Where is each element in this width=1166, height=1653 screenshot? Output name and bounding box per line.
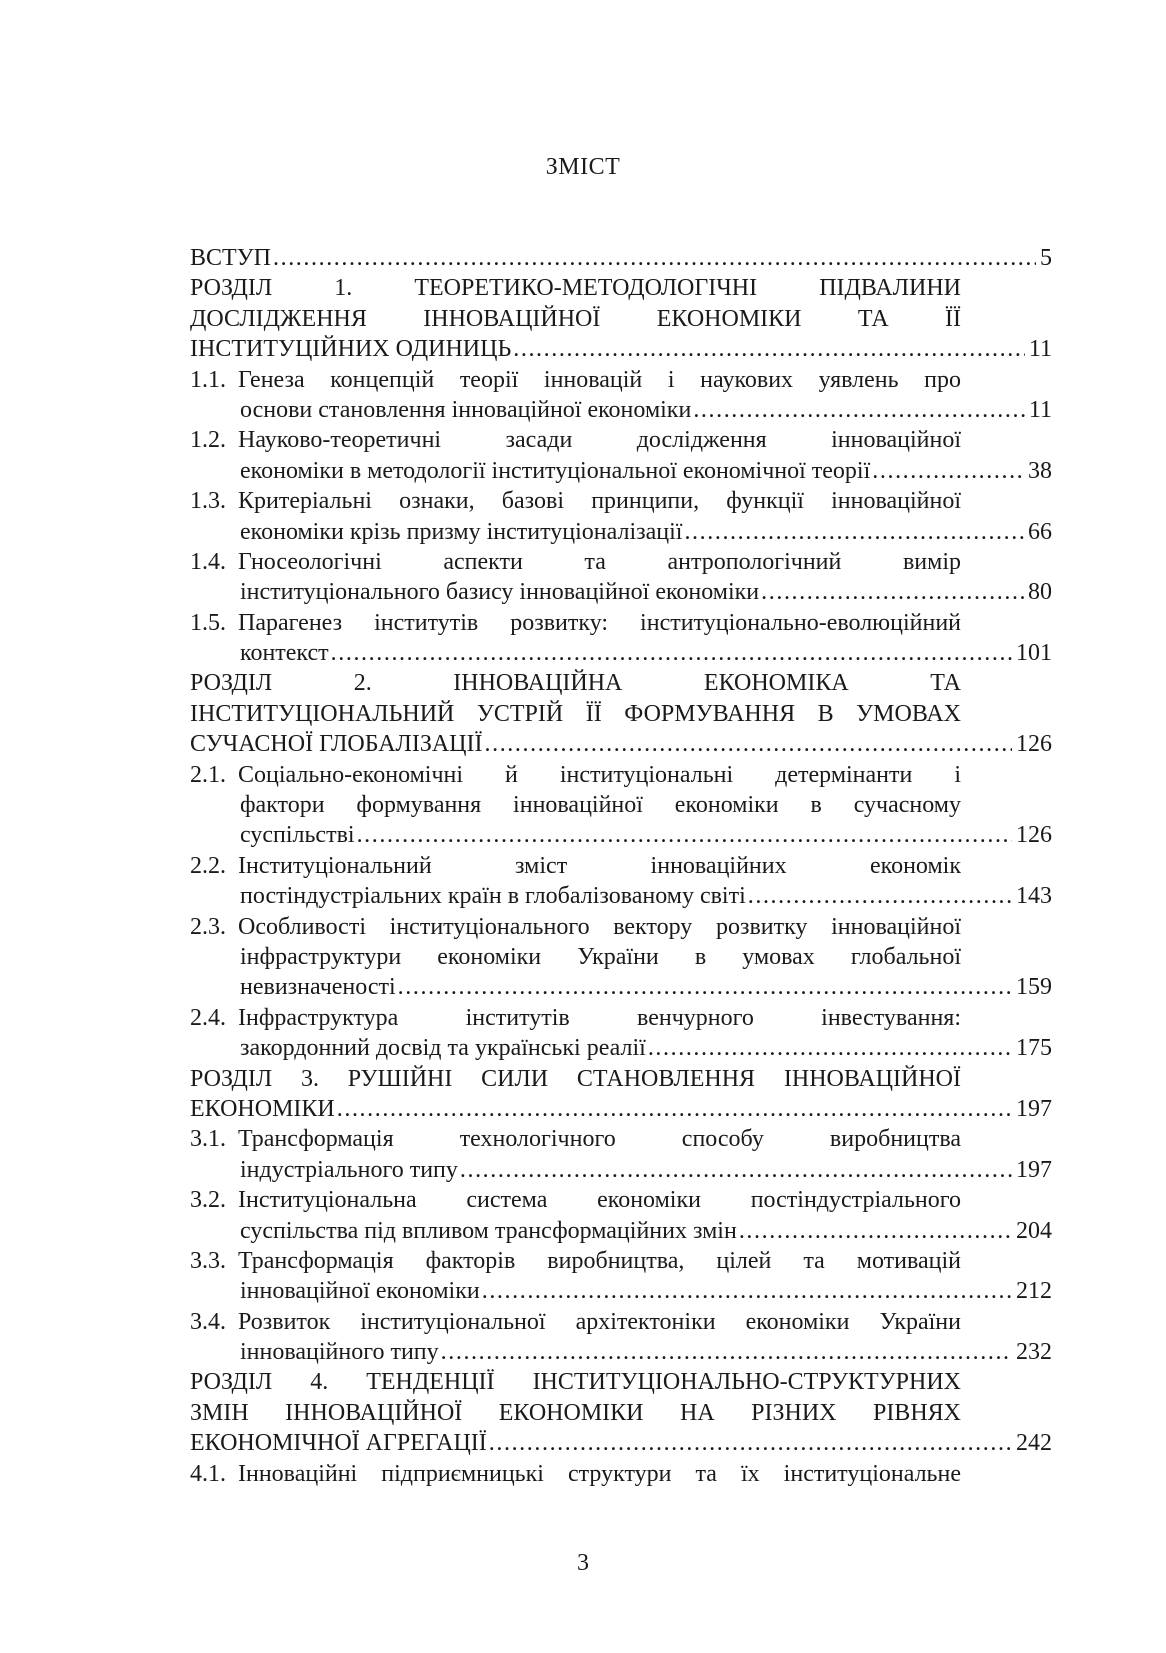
toc-section-number: 4.1.	[190, 1460, 226, 1487]
toc-dot-leader	[331, 638, 1012, 668]
toc-dot-leader	[684, 517, 1024, 547]
toc-section-entry	[190, 1003, 1052, 1064]
toc-dot-leader	[648, 1033, 1012, 1063]
toc-line	[190, 1216, 1052, 1246]
toc-entry-text: РОЗДІЛ 2. ІННОВАЦІЙНА ЕКОНОМІКА ТА	[190, 670, 961, 697]
toc-section-entry	[190, 425, 1052, 486]
toc-line	[190, 486, 961, 516]
toc-line	[190, 1185, 961, 1215]
toc-page-number: 101	[1016, 640, 1052, 667]
toc-section-number: 2.4.	[190, 1004, 226, 1031]
toc-section-entry	[190, 365, 1052, 426]
toc-line	[190, 912, 961, 942]
toc-page-number: 11	[1028, 396, 1052, 423]
toc-line	[190, 304, 961, 334]
toc-line	[190, 517, 1052, 547]
toc-dot-leader	[489, 1428, 1012, 1458]
toc-entry-text: ЕКОНОМІЧНОЇ АГРЕГАЦІЇ	[190, 1430, 487, 1457]
toc-section-number: 2.2.	[190, 852, 226, 879]
toc-line	[190, 425, 961, 455]
toc-entry-text: Генеза концепцій теорії інновацій і наукових уявлень про	[238, 366, 961, 393]
toc-entry-text: невизначеності	[240, 974, 396, 1001]
toc-dot-leader	[441, 1337, 1012, 1367]
toc-line	[190, 942, 961, 972]
toc-line	[190, 972, 1052, 1002]
toc-line	[190, 668, 961, 698]
toc-line	[190, 881, 1052, 911]
toc-dot-leader	[739, 1216, 1012, 1246]
toc-section-entry	[190, 1124, 1052, 1185]
toc-entry-text: РОЗДІЛ 3. РУШІЙНІ СИЛИ СТАНОВЛЕННЯ ІННОВАЦІЙНОЇ	[190, 1065, 961, 1092]
toc-entry-text: ІНСТИТУЦІОНАЛЬНИЙ УСТРІЙ ЇЇ ФОРМУВАННЯ В УМОВАХ	[190, 700, 961, 727]
toc-entry-text: Науково-теоретичні засади дослідження інноваційної	[238, 427, 961, 454]
toc-section-number: 1.4.	[190, 548, 226, 575]
toc-dot-leader	[748, 881, 1012, 911]
toc-entry-text: Інфраструктура інститутів венчурного інвестування:	[238, 1004, 961, 1031]
toc-entry-text: інноваційного типу	[240, 1339, 439, 1366]
toc-line	[190, 1246, 961, 1276]
toc-entry-text: основи становлення інноваційної економіки	[240, 396, 692, 423]
toc-entry-text: Парагенез інститутів розвитку: інституціонально-еволюційний	[238, 609, 961, 636]
toc-line	[190, 699, 961, 729]
toc-entry-text: інституціонального базису інноваційної економіки	[240, 579, 760, 606]
toc-line	[190, 1124, 961, 1154]
toc-line	[190, 243, 1052, 273]
toc-page-number: 80	[1028, 579, 1052, 606]
toc-page-number: 175	[1016, 1035, 1052, 1062]
toc-page-number: 242	[1016, 1430, 1052, 1457]
toc-chapter-entry	[190, 668, 1052, 759]
toc-chapter-entry	[190, 1367, 1052, 1458]
toc-page-number: 126	[1016, 822, 1052, 849]
toc-entry-text: Трансформація факторів виробництва, цілей та мотивацій	[238, 1247, 961, 1274]
toc-entry-text: закордонний досвід та українські реалії	[240, 1035, 646, 1062]
toc-line	[190, 456, 1052, 486]
toc-section-number: 3.2.	[190, 1187, 226, 1214]
toc-dot-leader	[485, 729, 1013, 759]
toc-page-number: 232	[1016, 1339, 1052, 1366]
toc-dot-leader	[357, 820, 1012, 850]
toc-section-entry	[190, 1246, 1052, 1307]
toc-page-number: 204	[1016, 1217, 1052, 1244]
toc-line	[190, 1459, 961, 1489]
toc-page-number: 11	[1028, 336, 1052, 363]
toc-entry-text: інфраструктури економіки України в умовах глобальної	[240, 943, 961, 970]
toc-dot-leader	[273, 243, 1036, 273]
toc-line	[190, 1155, 1052, 1185]
toc-entry-text: Гносеологічні аспекти та антропологічний вимір	[238, 548, 961, 575]
toc-line	[190, 547, 961, 577]
toc-dot-leader	[337, 1094, 1012, 1124]
toc-section-entry	[190, 912, 1052, 1003]
toc-dot-leader	[460, 1155, 1012, 1185]
toc-entry-text: постіндустріальних країн в глобалізованому світі	[240, 883, 746, 910]
toc-line	[190, 1094, 1052, 1124]
toc-entry-text: ЕКОНОМІКИ	[190, 1095, 335, 1122]
toc-entry-text: Інституціональна система економіки постіндустріального	[238, 1187, 961, 1214]
toc-entry-text: економіки крізь призму інституціоналізації	[240, 518, 683, 545]
toc-entry-text: ДОСЛІДЖЕННЯ ІННОВАЦІЙНОЇ ЕКОНОМІКИ ТА ЇЇ	[190, 305, 961, 332]
toc-chapter-entry	[190, 1064, 1052, 1125]
toc-line	[190, 851, 961, 881]
toc-page-number: 5	[1040, 245, 1052, 271]
toc-line	[190, 395, 1052, 425]
toc-section-entry	[190, 547, 1052, 608]
toc-section-number: 1.2.	[190, 427, 226, 454]
toc-section-number: 2.3.	[190, 913, 226, 940]
page-number: 3	[577, 1550, 589, 1576]
toc-page-number: 197	[1016, 1156, 1052, 1183]
toc-line	[190, 638, 1052, 668]
toc-line	[190, 1276, 1052, 1306]
toc-entry-text: контекст	[240, 640, 329, 667]
toc-line	[190, 760, 961, 790]
page-title: ЗМІСТ	[545, 154, 621, 180]
toc-entry-text: РОЗДІЛ 4. ТЕНДЕНЦІЇ ІНСТИТУЦІОНАЛЬНО-СТРУКТУРНИХ	[190, 1369, 961, 1396]
toc-page-number: 126	[1016, 731, 1052, 758]
toc-line	[190, 790, 961, 820]
toc-line	[190, 1428, 1052, 1458]
toc-entry-text: Розвиток інституціональної архітектоніки економіки України	[238, 1308, 961, 1335]
toc-dot-leader	[398, 972, 1012, 1002]
toc-line	[190, 820, 1052, 850]
toc-line	[190, 273, 961, 303]
toc-dot-leader	[693, 395, 1025, 425]
toc-entry-text: економіки в методології інституціональної економічної теорії	[240, 457, 871, 484]
toc-line	[190, 365, 961, 395]
table-of-contents	[190, 243, 1052, 1489]
toc-section-number: 3.1.	[190, 1126, 226, 1153]
toc-line	[190, 608, 961, 638]
toc-section-number: 1.3.	[190, 488, 226, 515]
toc-line	[190, 1033, 1052, 1063]
toc-entry-text: Інноваційні підприємницькі структури та їх інституціональне	[238, 1460, 961, 1487]
toc-section-entry	[190, 851, 1052, 912]
toc-section-number: 3.3.	[190, 1247, 226, 1274]
toc-entry-text: Критеріальні ознаки, базові принципи, функції інноваційної	[238, 488, 961, 515]
toc-dot-leader	[482, 1276, 1012, 1306]
toc-section-entry	[190, 486, 1052, 547]
toc-entry-text: РОЗДІЛ 1. ТЕОРЕТИКО-МЕТОДОЛОГІЧНІ ПІДВАЛИНИ	[190, 275, 961, 302]
toc-entry-text: ВСТУП	[190, 245, 271, 271]
toc-line	[190, 729, 1052, 759]
toc-dot-leader	[513, 334, 1025, 364]
toc-line	[190, 577, 1052, 607]
toc-entry-text: Особливості інституціонального вектору розвитку інноваційної	[238, 913, 961, 940]
toc-section-number: 2.1.	[190, 761, 226, 788]
toc-section-number: 3.4.	[190, 1308, 226, 1335]
toc-chapter-entry	[190, 273, 1052, 364]
toc-entry-text: Інституціональний зміст інноваційних економік	[238, 852, 961, 879]
toc-section-entry	[190, 1185, 1052, 1246]
toc-section-entry	[190, 1307, 1052, 1368]
toc-section-number: 1.1.	[190, 366, 226, 393]
toc-entry-text: СУЧАСНОЇ ГЛОБАЛІЗАЦІЇ	[190, 731, 483, 758]
toc-intro-entry	[190, 243, 1052, 273]
toc-page-number: 212	[1016, 1278, 1052, 1305]
toc-dot-leader	[761, 577, 1024, 607]
toc-section-entry	[190, 760, 1052, 851]
toc-section-number: 1.5.	[190, 609, 226, 636]
toc-line	[190, 1398, 961, 1428]
toc-line	[190, 1307, 961, 1337]
toc-page-number: 197	[1016, 1095, 1052, 1122]
toc-page-number: 143	[1016, 883, 1052, 910]
toc-section-entry	[190, 1459, 1052, 1489]
toc-line	[190, 1064, 961, 1094]
toc-line	[190, 1003, 961, 1033]
toc-line	[190, 1337, 1052, 1367]
toc-entry-text: інноваційної економіки	[240, 1278, 480, 1305]
toc-page-number: 38	[1028, 457, 1052, 484]
toc-entry-text: суспільстві	[240, 822, 355, 849]
toc-entry-text: Трансформація технологічного способу виробництва	[238, 1126, 961, 1153]
toc-page-number: 66	[1028, 518, 1052, 545]
toc-entry-text: ІНСТИТУЦІЙНИХ ОДИНИЦЬ	[190, 336, 512, 363]
toc-entry-text: індустріального типу	[240, 1156, 458, 1183]
toc-dot-leader	[872, 456, 1024, 486]
toc-entry-text: Соціально-економічні й інституціональні детермінанти і	[238, 761, 961, 788]
toc-line	[190, 334, 1052, 364]
toc-entry-text: суспільства під впливом трансформаційних змін	[240, 1217, 737, 1244]
toc-entry-text: ЗМІН ІННОВАЦІЙНОЇ ЕКОНОМІКИ НА РІЗНИХ РІВНЯХ	[190, 1399, 961, 1426]
toc-line	[190, 1367, 961, 1397]
toc-section-entry	[190, 608, 1052, 669]
toc-page-number: 159	[1016, 974, 1052, 1001]
toc-entry-text: фактори формування інноваційної економіки в сучасному	[240, 792, 961, 819]
